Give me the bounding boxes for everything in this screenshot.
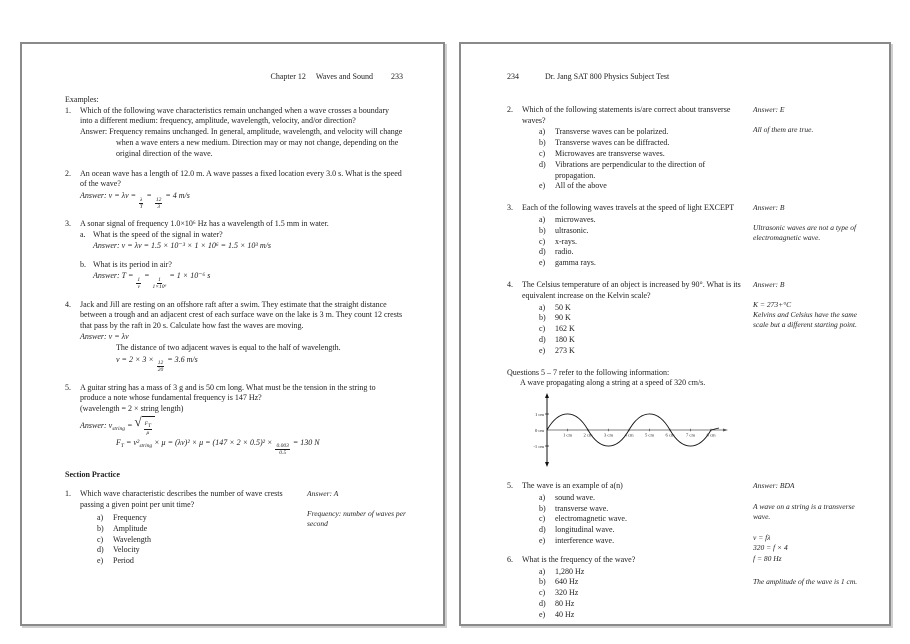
answer-note: A wave on a string is a transverse wave. — [753, 502, 855, 522]
question-group-intro: Questions 5 – 7 refer to the following information: — [507, 367, 670, 377]
item-number: 2. — [507, 104, 513, 114]
option: c) 162 K — [539, 324, 575, 334]
option: e) 40 Hz — [539, 609, 575, 619]
question-text: Each of the following waves travels at the speed of light EXCEPT — [522, 203, 735, 213]
option: d) longitudinal wave. — [539, 525, 615, 535]
section-practice-heading: Section Practice — [65, 469, 120, 479]
option: d) radio. — [539, 247, 574, 257]
option: b) Transverse waves can be diffracted. — [539, 138, 670, 148]
item-number: 6. — [507, 554, 513, 564]
subquestion-text: What is the speed of the signal in water? — [93, 230, 223, 240]
question-4 — [507, 280, 863, 357]
fraction: $\frac{12}{3}$ — [155, 196, 162, 210]
option: a) 1,280 Hz — [539, 566, 585, 576]
question-6 — [507, 555, 745, 621]
y-axis-arrow-up — [545, 393, 549, 398]
answer-note: Kelvins and Celsius have the same scale but a different starting point. — [753, 310, 857, 330]
formula-segment: = v² — [123, 437, 140, 447]
option: d) Velocity — [97, 545, 140, 555]
answer-line: Answer: v = λv — [80, 331, 129, 341]
option: a) sound wave. — [539, 492, 595, 502]
square-root — [134, 416, 155, 437]
x-tick-label: 6 cm — [665, 432, 675, 438]
answer-formula — [116, 355, 403, 374]
right-running-header — [507, 72, 863, 83]
question-hint: (wavelength = 2 × string length) — [80, 404, 184, 414]
item-number: 3. — [507, 203, 513, 213]
fraction: $\frac{\lambda}{T}$ — [139, 196, 143, 210]
formula-segment: Answer: T = — [93, 271, 136, 281]
answer-key: Answer: B — [753, 203, 785, 213]
x-tick-label: 5 cm — [644, 432, 655, 438]
question-5 — [507, 481, 745, 547]
option: e) interference wave. — [539, 535, 615, 545]
option: b) 90 K — [539, 313, 571, 323]
sub-key: b. — [80, 259, 86, 269]
chapter-title: Waves and Sound — [315, 72, 373, 81]
left-running-header — [65, 72, 403, 83]
answer-key: Answer: BDA — [753, 480, 795, 490]
option: d) 80 Hz — [539, 598, 575, 608]
option: e) All of the above — [539, 181, 607, 191]
chapter-label: Chapter 12 — [270, 72, 306, 81]
option: d) 180 K — [539, 334, 575, 344]
question-text: Which wave characteristic describes the number of wave crests passing a given point per unit time? — [80, 489, 283, 510]
question-text: The wave is an example of a(n) — [522, 480, 623, 490]
answer-formula — [93, 271, 210, 290]
question-text: A guitar string has a mass of 3 g and is 50 cm long. What must be the tension in the string to produce a note whose fundamental frequency is 147 Hz? — [80, 382, 376, 403]
option: c) electromagnetic wave. — [539, 514, 627, 524]
item-number: 5. — [65, 382, 71, 392]
subquestion-text: What is its period in air? — [93, 259, 172, 269]
option: a) microwaves. — [539, 214, 596, 224]
page-right-content — [507, 72, 863, 631]
subquestion-a — [80, 230, 403, 252]
question-2 — [507, 105, 863, 192]
y-label-mid: 0 cm — [534, 428, 544, 434]
question-text: A sonar signal of frequency 1.0×10⁶ Hz has a wavelength of 1.5 mm in water. — [80, 219, 329, 229]
x-tick-label: 1 cm — [562, 432, 573, 438]
question-text: The Celsius temperature of an object is increased by 90°. What is its equivalent increase on the Kelvin scale? — [522, 279, 741, 300]
formula-segment: F — [116, 437, 121, 447]
answer-note: Frequency: number of waves per second — [307, 508, 406, 528]
formula-segment: Answer: v = λv = — [80, 191, 139, 201]
option: e) Period — [97, 556, 134, 566]
option: a) Transverse waves can be polarized. — [539, 127, 669, 137]
option: c) Microwaves are transverse waves. — [539, 148, 665, 158]
question-text: Jack and Jill are resting on an offshore raft after a swim. They estimate that the straight distance between a trough and an adjacent crest of each surface wave on the lake is 3 m. They count 12 crests that pass by the raft in 20 s. Calculate how fast the waves are moving. — [80, 299, 403, 331]
item-number: 1. — [65, 489, 71, 499]
formula-segment: = 3.6 m/s — [165, 354, 198, 364]
answer-formula: K = 273+°C — [753, 300, 792, 310]
wave-diagram — [519, 391, 863, 475]
item-number: 5. — [507, 480, 513, 490]
answer-formula: v = fλ — [753, 533, 771, 543]
answer-note: The amplitude of the wave is 1 cm. — [753, 576, 858, 586]
subquestion-b — [80, 260, 403, 291]
page-left-content — [65, 72, 406, 567]
answer-explanation: The distance of two adjacent waves is equal to the half of wavelength. — [116, 342, 341, 352]
item-number: 2. — [65, 168, 71, 178]
y-axis-arrow-down — [545, 462, 549, 467]
option: c) x-rays. — [539, 236, 577, 246]
option: c) 320 Hz — [539, 588, 579, 598]
formula-segment: = — [144, 191, 154, 201]
option: b) ultrasonic. — [539, 225, 589, 235]
option: a) Frequency — [97, 513, 147, 523]
subscript: string — [112, 426, 126, 433]
radical-symbol: √ — [134, 414, 142, 430]
formula-segment: = 130 N — [290, 437, 320, 447]
question-text: Which of the following statements is/are correct about transverse waves? — [522, 104, 731, 125]
fraction: $\frac{0.003}{0.5}$ — [276, 443, 289, 457]
option: b) 640 Hz — [539, 577, 579, 587]
formula-segment: v = 2 × 3 × — [116, 354, 156, 364]
examples-label: Examples: — [65, 94, 99, 104]
subscript: string — [139, 442, 153, 449]
question-text: Which of the following wave characteristics remain unchanged when a wave crosses a boundary into a different medium: frequency, amplitude, wavelength, velocity, and/or direction? — [80, 105, 389, 126]
x-tick-label: 8 cm — [706, 432, 716, 438]
book-title: Dr. Jang SAT 800 Physics Subject Test — [545, 72, 670, 81]
formula-segment: Answer: v — [80, 421, 113, 431]
answer-key: Answer: A — [307, 489, 339, 499]
option: e) 273 K — [539, 345, 575, 355]
fraction: $\frac{12}{20}$ — [157, 360, 164, 374]
option: b) transverse wave. — [539, 503, 609, 513]
question-group-description: A wave propagating along a string at a speed of 320 cm/s. — [520, 378, 706, 388]
option: d) Vibrations are perpendicular to the direction of propagation. — [539, 159, 706, 180]
item-number: 4. — [65, 299, 71, 309]
answer-formula: 320 = f × 4 — [753, 543, 788, 553]
page-number: 233 — [391, 72, 403, 81]
answer-formula-1 — [80, 416, 403, 437]
y-label-bot: -1 cm — [533, 444, 544, 450]
x-axis-arrow — [723, 429, 728, 432]
answer-formula: Answer: v = λv = 1.5 × 10⁻³ × 1 × 10⁶ = 1.5 × 10³ m/s — [93, 240, 271, 250]
sub-key: a. — [80, 230, 86, 240]
example-3 — [65, 219, 403, 290]
page-right — [459, 42, 891, 626]
answer-key: Answer: E — [753, 104, 785, 114]
fraction: $\frac{FT}{\mu}$ — [144, 421, 152, 437]
answer-note: All of them are true. — [753, 124, 814, 134]
formula-segment: = — [125, 421, 135, 431]
x-tick-label: 3 cm — [603, 432, 614, 438]
question-text: What is the frequency of the wave? — [522, 554, 636, 564]
formula-segment: = 4 m/s — [163, 191, 190, 201]
formula-segment: = 1 × 10⁻⁶ s — [167, 271, 211, 281]
subscript: T — [120, 442, 124, 449]
page-left — [20, 42, 445, 626]
x-tick-label: 7 cm — [685, 432, 696, 438]
option: b) Amplitude — [97, 523, 148, 533]
practice-1 — [65, 489, 406, 567]
x-tick-label: 2 cm — [583, 432, 593, 438]
formula-segment: × μ = (λv)² × μ = (147 × 2 × 0.5)² × — [152, 437, 275, 447]
option: c) Wavelength — [97, 534, 152, 544]
option: a) 50 K — [539, 302, 571, 312]
question-3 — [507, 203, 863, 269]
answer-formula: f = 80 Hz — [753, 553, 782, 563]
item-number: 4. — [507, 279, 513, 289]
example-5 — [65, 383, 403, 457]
x-tick-label: 4 cm — [624, 432, 634, 438]
answer-text: Answer: Frequency remains unchanged. In general, amplitude, wavelength, and velocity will change when a wave enters a new medium. Direction may or may not change, depending on the original direction of the wave. — [80, 127, 403, 158]
page-number: 234 — [507, 72, 519, 81]
answer-key: Answer: B — [753, 279, 785, 289]
example-1 — [65, 106, 403, 160]
y-label-top: 1 cm — [534, 412, 544, 418]
answer-formula — [80, 191, 403, 210]
fraction: $\frac{1}{\text{1×10⁶}}$ — [152, 276, 167, 291]
fraction: $\frac{1}{v}$ — [137, 276, 141, 291]
item-number: 3. — [65, 219, 71, 229]
questions-5-6 — [507, 481, 863, 621]
answer-formula-2 — [116, 438, 403, 457]
option: e) gamma rays. — [539, 258, 596, 268]
example-4 — [65, 300, 403, 374]
formula-segment: = — [142, 271, 152, 281]
question-text: An ocean wave has a length of 12.0 m. A wave passes a fixed location every 3.0 s. What is the speed of the wave? — [80, 168, 402, 189]
answer-note: Ultrasonic waves are not a type of electromagnetic wave. — [753, 223, 857, 243]
example-2 — [65, 169, 403, 211]
item-number: 1. — [65, 105, 71, 115]
